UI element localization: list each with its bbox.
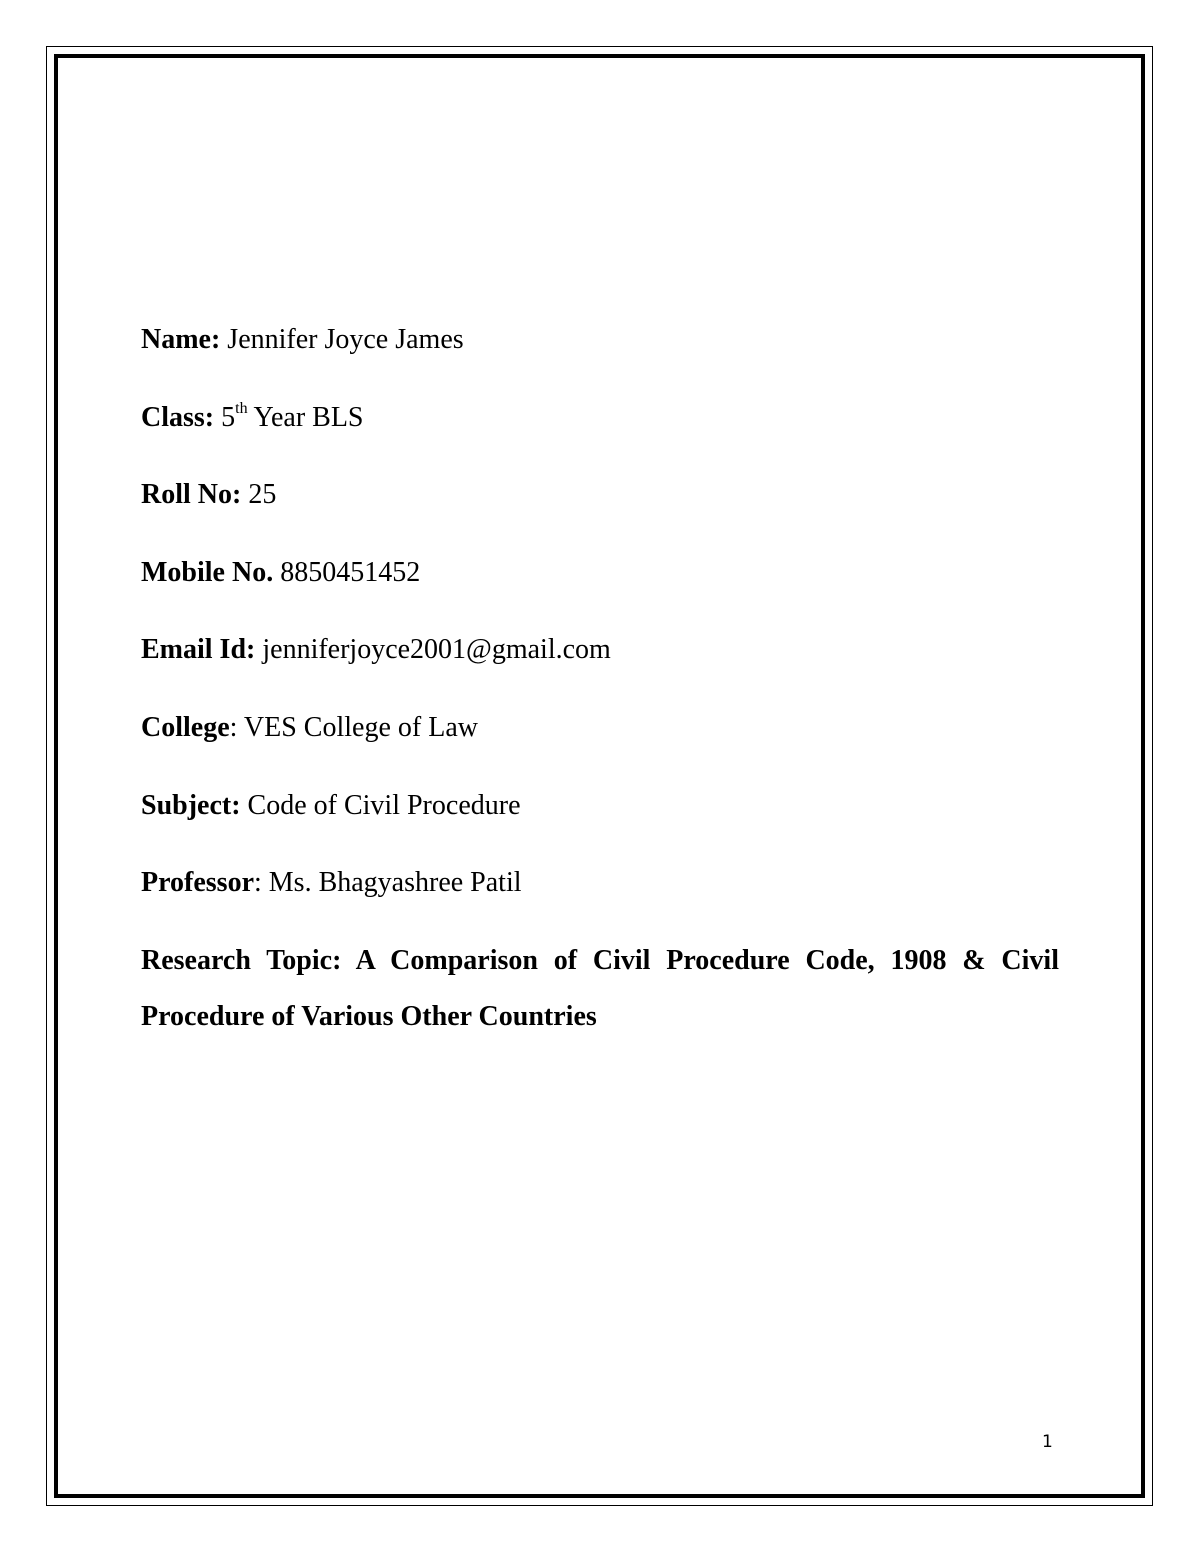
mobile-no-line [141, 551, 1059, 595]
subject-line [141, 784, 1059, 828]
subject-value: Code of Civil Procedure [240, 789, 521, 821]
subject-label: Subject: [141, 789, 241, 821]
email-line [141, 628, 1059, 672]
name-value: Jennifer Joyce James [220, 324, 464, 355]
name-line [141, 318, 1059, 362]
name-label: Name: [141, 324, 221, 355]
class-line [141, 396, 1059, 440]
class-value-text: Year BLS [247, 401, 364, 433]
email-value: jenniferjoyce2001@gmail.com [255, 634, 611, 666]
mobile-no-label: Mobile No. [141, 556, 274, 588]
class-value-suffix: th [235, 400, 248, 418]
roll-no-value: 25 [241, 479, 277, 511]
professor-label: Professor [141, 867, 254, 899]
college-value: : VES College of Law [229, 711, 478, 743]
class-label: Class: [141, 401, 215, 433]
research-topic-value: A Comparison of Civil Procedure Code, 1908 & Civil Procedure of Various Other Countries [141, 944, 1059, 1032]
email-label: Email Id: [141, 634, 256, 666]
research-topic [141, 933, 1059, 1045]
class-value-number: 5 [214, 401, 236, 433]
college-line [141, 706, 1059, 750]
college-label: College [141, 711, 230, 743]
roll-no-line [141, 473, 1059, 517]
cover-details [141, 318, 1059, 1045]
professor-value: : Ms. Bhagyashree Patil [254, 867, 522, 899]
roll-no-label: Roll No: [141, 479, 242, 511]
mobile-no-value: 8850451452 [273, 556, 421, 588]
page-number: 1 [1042, 1432, 1053, 1452]
professor-line [141, 861, 1059, 905]
research-topic-label: Research Topic: [141, 944, 342, 976]
